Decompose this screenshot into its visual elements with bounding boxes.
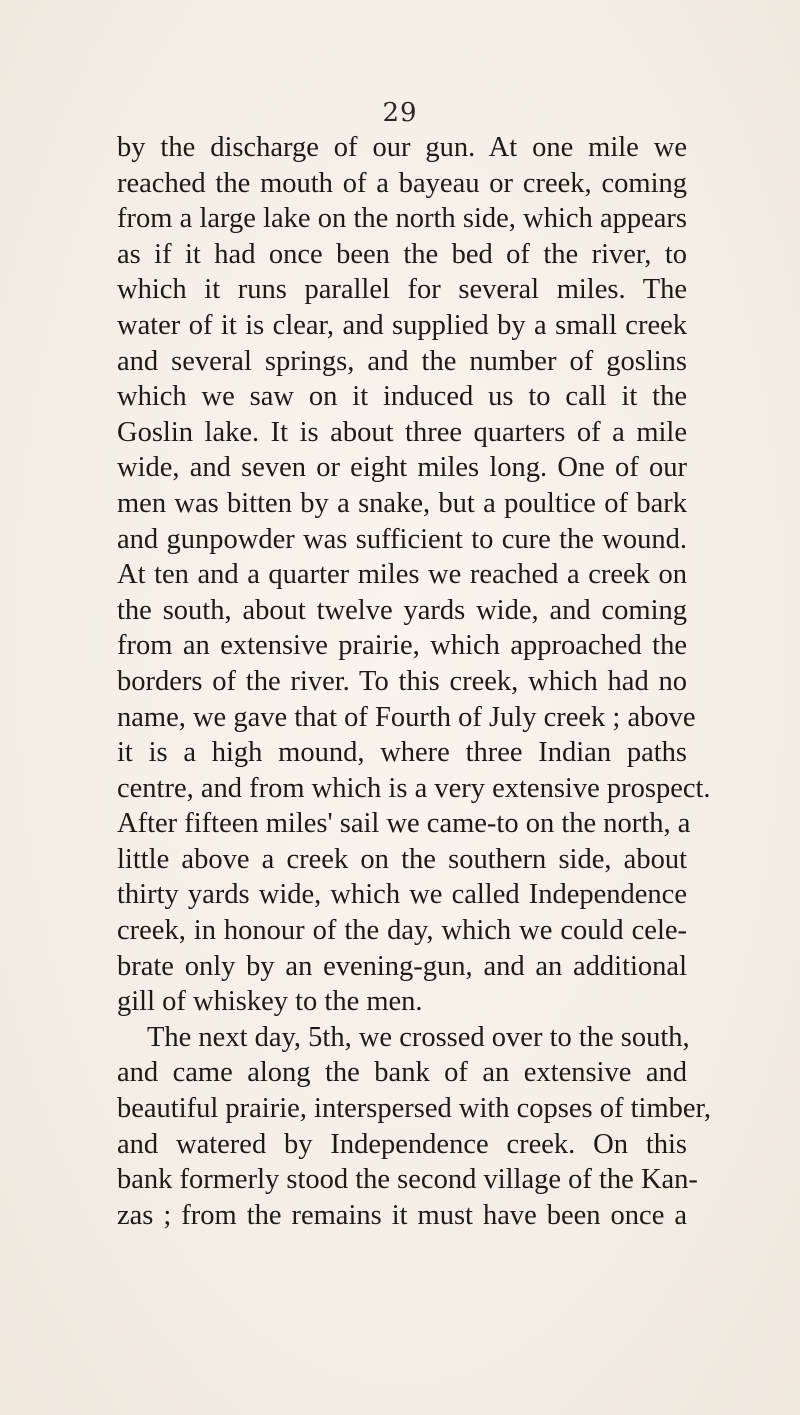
text-line: from a large lake on the north side, which appears bbox=[117, 203, 687, 235]
text-line: men was bitten by a snake, but a poultice of bark bbox=[117, 487, 687, 519]
page-number: 29 bbox=[382, 98, 418, 128]
text-line: and gunpowder was sufficient to cure the wound. bbox=[117, 523, 687, 555]
text-line: beautiful prairie, interspersed with copses of timber, bbox=[117, 1093, 712, 1125]
text-line: name, we gave that of Fourth of July creek ; above bbox=[117, 701, 696, 733]
text-line: water of it is clear, and supplied by a small creek bbox=[117, 309, 687, 341]
paragraph bbox=[117, 130, 711, 1020]
body-text bbox=[117, 130, 712, 1233]
text-line: borders of the river. To this creek, which had no bbox=[117, 665, 687, 697]
text-line: reached the mouth of a bayeau or creek, coming bbox=[117, 167, 687, 199]
text-line: thirty yards wide, which we called Independence bbox=[117, 879, 687, 911]
text-line: brate only by an evening-gun, and an additional bbox=[117, 950, 687, 982]
text-line: which we saw on it induced us to call it the bbox=[117, 381, 687, 413]
text-line: The next day, 5th, we crossed over to the south, bbox=[147, 1021, 690, 1053]
text-line: the south, about twelve yards wide, and coming bbox=[117, 594, 687, 626]
text-line: gill of whiskey to the men. bbox=[117, 986, 423, 1018]
paragraph bbox=[117, 1020, 712, 1234]
text-line: creek, in honour of the day, which we could cele- bbox=[117, 915, 687, 947]
text-line: and came along the bank of an extensive and bbox=[117, 1057, 687, 1089]
text-line: it is a high mound, where three Indian paths bbox=[117, 737, 687, 769]
text-line: as if it had once been the bed of the river, to bbox=[117, 238, 687, 270]
text-line: zas ; from the remains it must have been once a bbox=[117, 1199, 687, 1231]
text-line: wide, and seven or eight miles long. One of our bbox=[117, 452, 687, 484]
text-line: and several springs, and the number of goslins bbox=[117, 345, 687, 377]
text-line: Goslin lake. It is about three quarters of a mile bbox=[117, 416, 687, 448]
text-line: centre, and from which is a very extensive prospect. bbox=[117, 772, 711, 804]
text-line: which it runs parallel for several miles. The bbox=[117, 274, 687, 306]
text-line: from an extensive prairie, which approached the bbox=[117, 630, 687, 662]
text-line: bank formerly stood the second village of the Kan- bbox=[117, 1164, 698, 1196]
text-line: After fifteen miles' sail we came-to on the north, a bbox=[117, 808, 691, 840]
text-line: and watered by Independence creek. On this bbox=[117, 1128, 687, 1160]
text-line: little above a creek on the southern side, about bbox=[117, 843, 687, 875]
text-line: At ten and a quarter miles we reached a creek on bbox=[117, 559, 687, 591]
text-line: by the discharge of our gun. At one mile we bbox=[117, 132, 687, 163]
